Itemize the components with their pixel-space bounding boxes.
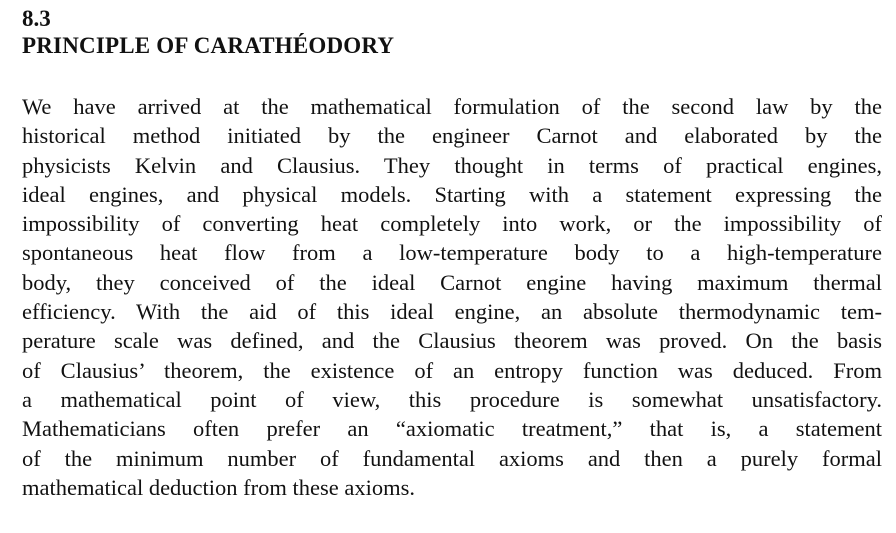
paragraph-line: impossibility of converting heat completely into work, or the impossibility of (22, 211, 882, 237)
paragraph-line: Mathematicians often prefer an “axiomatic treatment,” that is, a statement (22, 416, 882, 442)
paragraph-line: a mathematical point of view, this procedure is somewhat unsatisfactory. (22, 386, 882, 412)
paragraph-line: perature scale was defined, and the Clausius theorem was proved. On the basis (22, 328, 882, 354)
section-title: PRINCIPLE OF CARATHÉODORY (22, 33, 395, 58)
paragraph-line: mathematical deduction from these axioms. (22, 474, 416, 500)
paragraph-line: efficiency. With the aid of this ideal engine, an absolute thermodynamic tem- (22, 299, 882, 325)
document-page (22, 6, 882, 502)
paragraph-line: ideal engines, and physical models. Starting with a statement expressing the (22, 181, 882, 207)
paragraph-line: of Clausius’ theorem, the existence of an entropy function was deduced. From (22, 357, 882, 383)
paragraph-line: of the minimum number of fundamental axioms and then a purely formal (22, 445, 882, 471)
paragraph-line: body, they conceived of the ideal Carnot engine having maximum thermal (22, 269, 882, 295)
paragraph-line: physicists Kelvin and Clausius. They thought in terms of practical engines, (22, 152, 882, 178)
body-paragraph (22, 60, 882, 502)
paragraph-line: historical method initiated by the engineer Carnot and elaborated by the (22, 123, 882, 149)
paragraph-line: We have arrived at the mathematical formulation of the second law by the (22, 94, 882, 119)
paragraph-line: spontaneous heat flow from a low-temperature body to a high-temperature (22, 240, 882, 266)
section-number: 8.3 (22, 6, 51, 31)
